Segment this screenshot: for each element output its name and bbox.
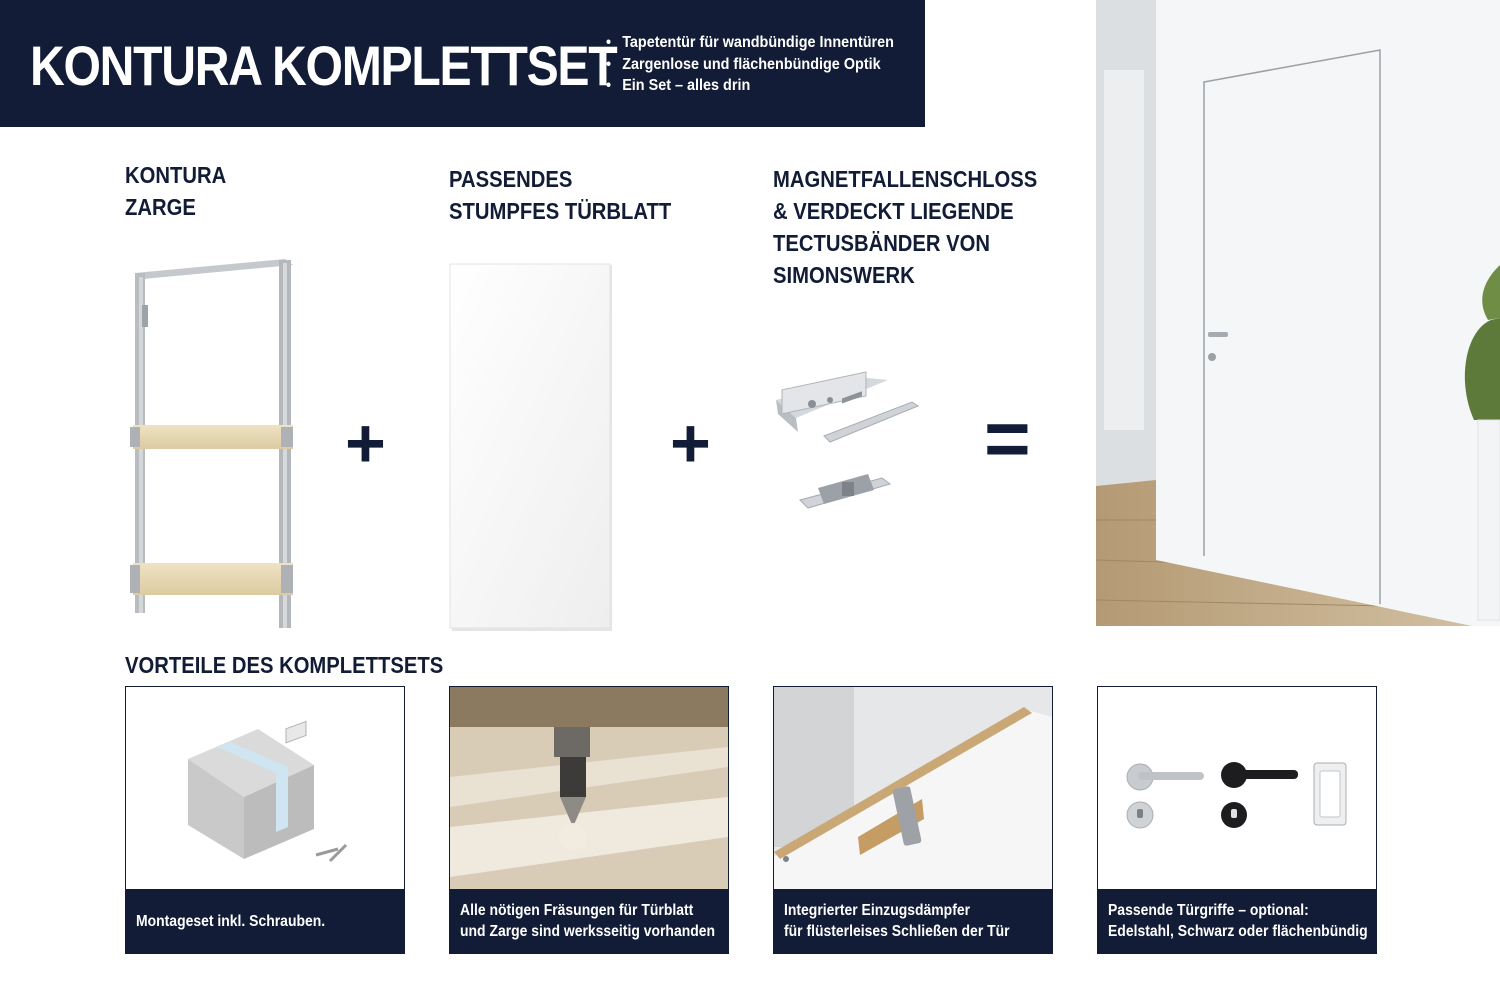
feature-list <box>606 32 926 97</box>
page-title: KONTURA KOMPLETTSET <box>30 34 617 97</box>
caption-line: Integrierter Einzugsdämpfer <box>784 902 971 919</box>
caption-line: und Zarge sind werksseitig vorhanden <box>460 923 716 940</box>
benefit-card-mounting <box>125 686 405 954</box>
feature-item: • Zargenlose und flächenbündige Optik <box>606 54 894 76</box>
caption-line: Passende Türgriffe – optional: <box>1108 902 1309 919</box>
card-caption <box>774 889 1052 953</box>
caption-line: Edelstahl, Schwarz oder flächenbündig <box>1108 923 1368 940</box>
heading-line: STUMPFES TÜRBLATT <box>449 198 672 224</box>
card-caption <box>450 889 728 953</box>
plus-sign: + <box>345 404 386 482</box>
caption-line: Alle nötigen Fräsungen für Türblatt <box>460 902 694 919</box>
lock-heading <box>773 163 1037 291</box>
frame-heading <box>125 159 226 223</box>
lock-hinge-icon <box>772 370 927 540</box>
door-frame-icon <box>125 255 305 635</box>
door-leaf-heading <box>449 163 671 227</box>
benefit-card-damper <box>773 686 1053 954</box>
door-leaf-icon <box>448 262 616 634</box>
damper-icon <box>774 687 1052 889</box>
feature-item: • Ein Set – alles drin <box>606 75 894 97</box>
header-banner <box>0 0 925 127</box>
benefit-card-handles <box>1097 686 1377 954</box>
door-handles-icon <box>1098 687 1376 889</box>
caption-line: Montageset inkl. Schrauben. <box>136 912 326 930</box>
heading-line: TECTUSBÄNDER VON <box>773 230 991 256</box>
benefits-heading: VORTEILE DES KOMPLETTSETS <box>125 652 444 678</box>
feature-item: • Tapetentür für wandbündige Innentüren <box>606 32 894 54</box>
heading-line: MAGNETFALLENSCHLOSS <box>773 166 1038 192</box>
caption-line: für flüsterleises Schließen der Tür <box>784 923 1010 940</box>
card-caption <box>1098 889 1376 953</box>
heading-line: & VERDECKT LIEGENDE <box>773 198 1014 224</box>
heading-line: ZARGE <box>125 194 196 220</box>
box-screws-icon <box>126 687 404 889</box>
benefit-card-milling <box>449 686 729 954</box>
plus-sign: + <box>670 404 711 482</box>
card-caption <box>126 889 404 953</box>
heading-line: PASSENDES <box>449 166 573 192</box>
heading-line: SIMONSWERK <box>773 262 915 288</box>
heading-line: KONTURA <box>125 162 227 188</box>
equals-sign: = <box>984 394 1031 483</box>
milling-icon <box>450 687 728 889</box>
room-door-photo <box>1096 0 1500 626</box>
